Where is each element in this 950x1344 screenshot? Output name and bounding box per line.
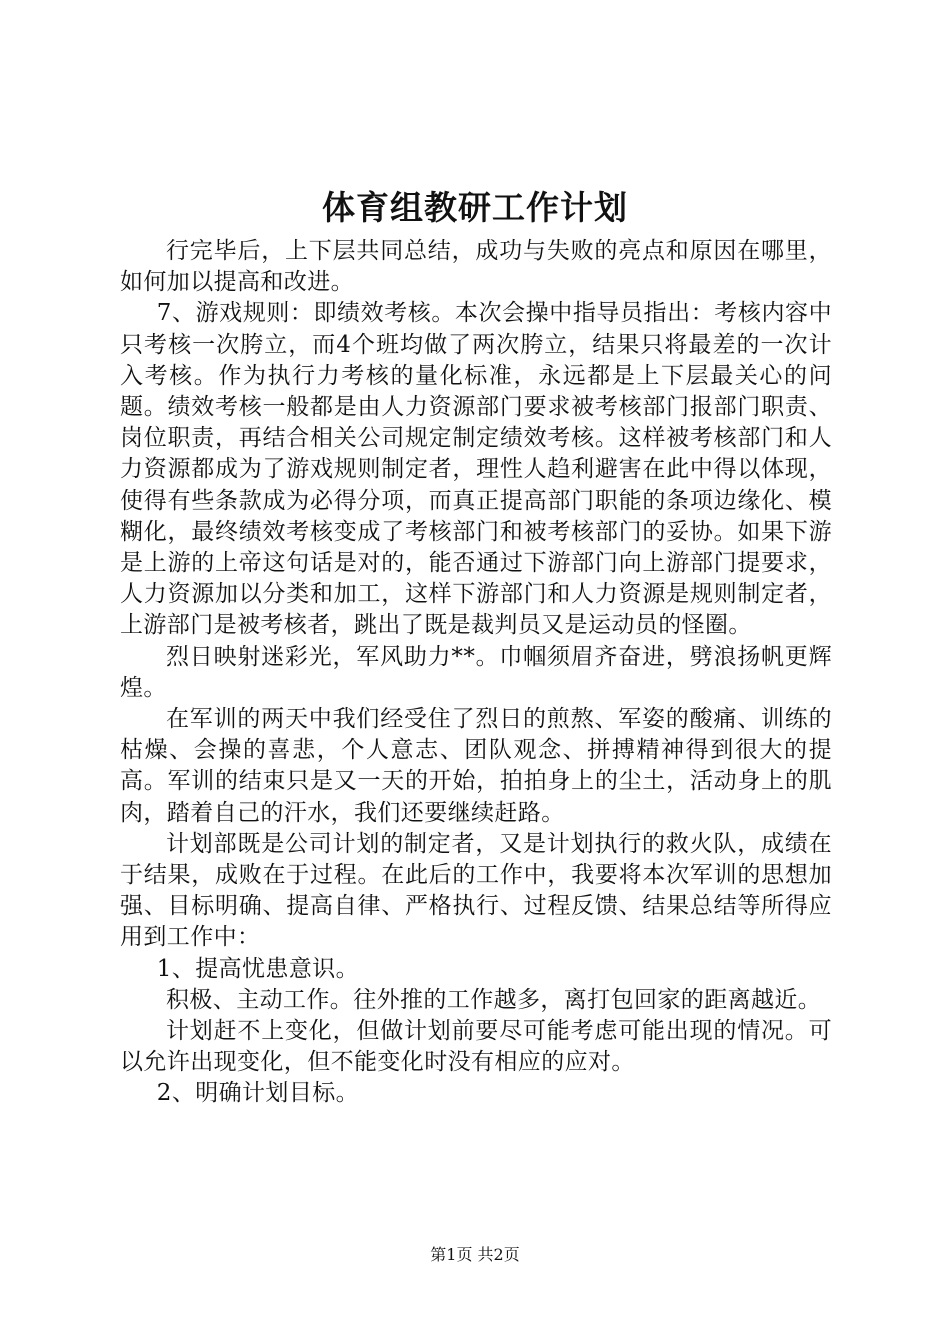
page-footer: 第1页 共2页 (430, 1245, 520, 1264)
document-title: 体育组教研工作计划 (322, 188, 628, 227)
paragraph: 积极、主动工作。往外推的工作越多，离打包回家的距离越近。 (166, 986, 822, 1013)
paragraph: 计划赶不上变化，但做计划前要尽可能考虑可能出现的情况。可以允许出现变化，但不能变化时没有相应的应对。 (120, 1018, 832, 1076)
paragraph: 行完毕后，上下层共同总结，成功与失败的亮点和原因在哪里，如何加以提高和改进。 (120, 238, 832, 296)
paragraph: 烈日映射迷彩光，军风助力**。巾帼须眉齐奋进，劈浪扬帆更辉煌。 (120, 643, 832, 701)
paragraph: 7、游戏规则：即绩效考核。本次会操中指导员指出：考核内容中只考核一次胯立，而4个班均做了两次胯立，结果只将最差的一次计入考核。作为执行力考核的量化标准，永远都是上下层最关心的问题。绩效考核一般都是由人力资源部门要求被考核部门报部门职责、岗位职责，再结合相关公司规定制定绩效考核。这样被考核部门和人力资源都成为了游戏规则制定者，理性人趋利避害在此中得以体现，使得有些条款成为必得分项，而真正提高部门职能的条项边缘化、模糊化，最终绩效考核变成了考核部门和被考核部门的妥协。如果下游是上游的上帝这句话是对的，能否通过下游部门向上游部门提要求，人力资源加以分类和加工，这样下游部门和人力资源是规则制定者，上游部门是被考核者，跳出了既是裁判员又是运动员的怪圈。 (120, 300, 832, 639)
paragraph: 1、提高忧患意识。 (156, 955, 360, 982)
paragraph: 计划部既是公司计划的制定者，又是计划执行的救火队，成绩在于结果，成败在于过程。在此后的工作中，我要将本次军训的思想加强、目标明确、提高自律、严格执行、过程反馈、结果总结等所得应用到工作中： (120, 830, 832, 951)
document-body (120, 236, 832, 1110)
paragraph: 在军训的两天中我们经受住了烈日的煎熬、军姿的酸痛、训练的枯燥、会操的喜悲，个人意志、团队观念、拼搏精神得到很大的提高。军训的结束只是又一天的开始，拍拍身上的尘土，活动身上的肌肉，踏着自己的汗水，我们还要继续赶路。 (120, 706, 832, 826)
paragraph: 2、明确计划目标。 (156, 1080, 360, 1107)
